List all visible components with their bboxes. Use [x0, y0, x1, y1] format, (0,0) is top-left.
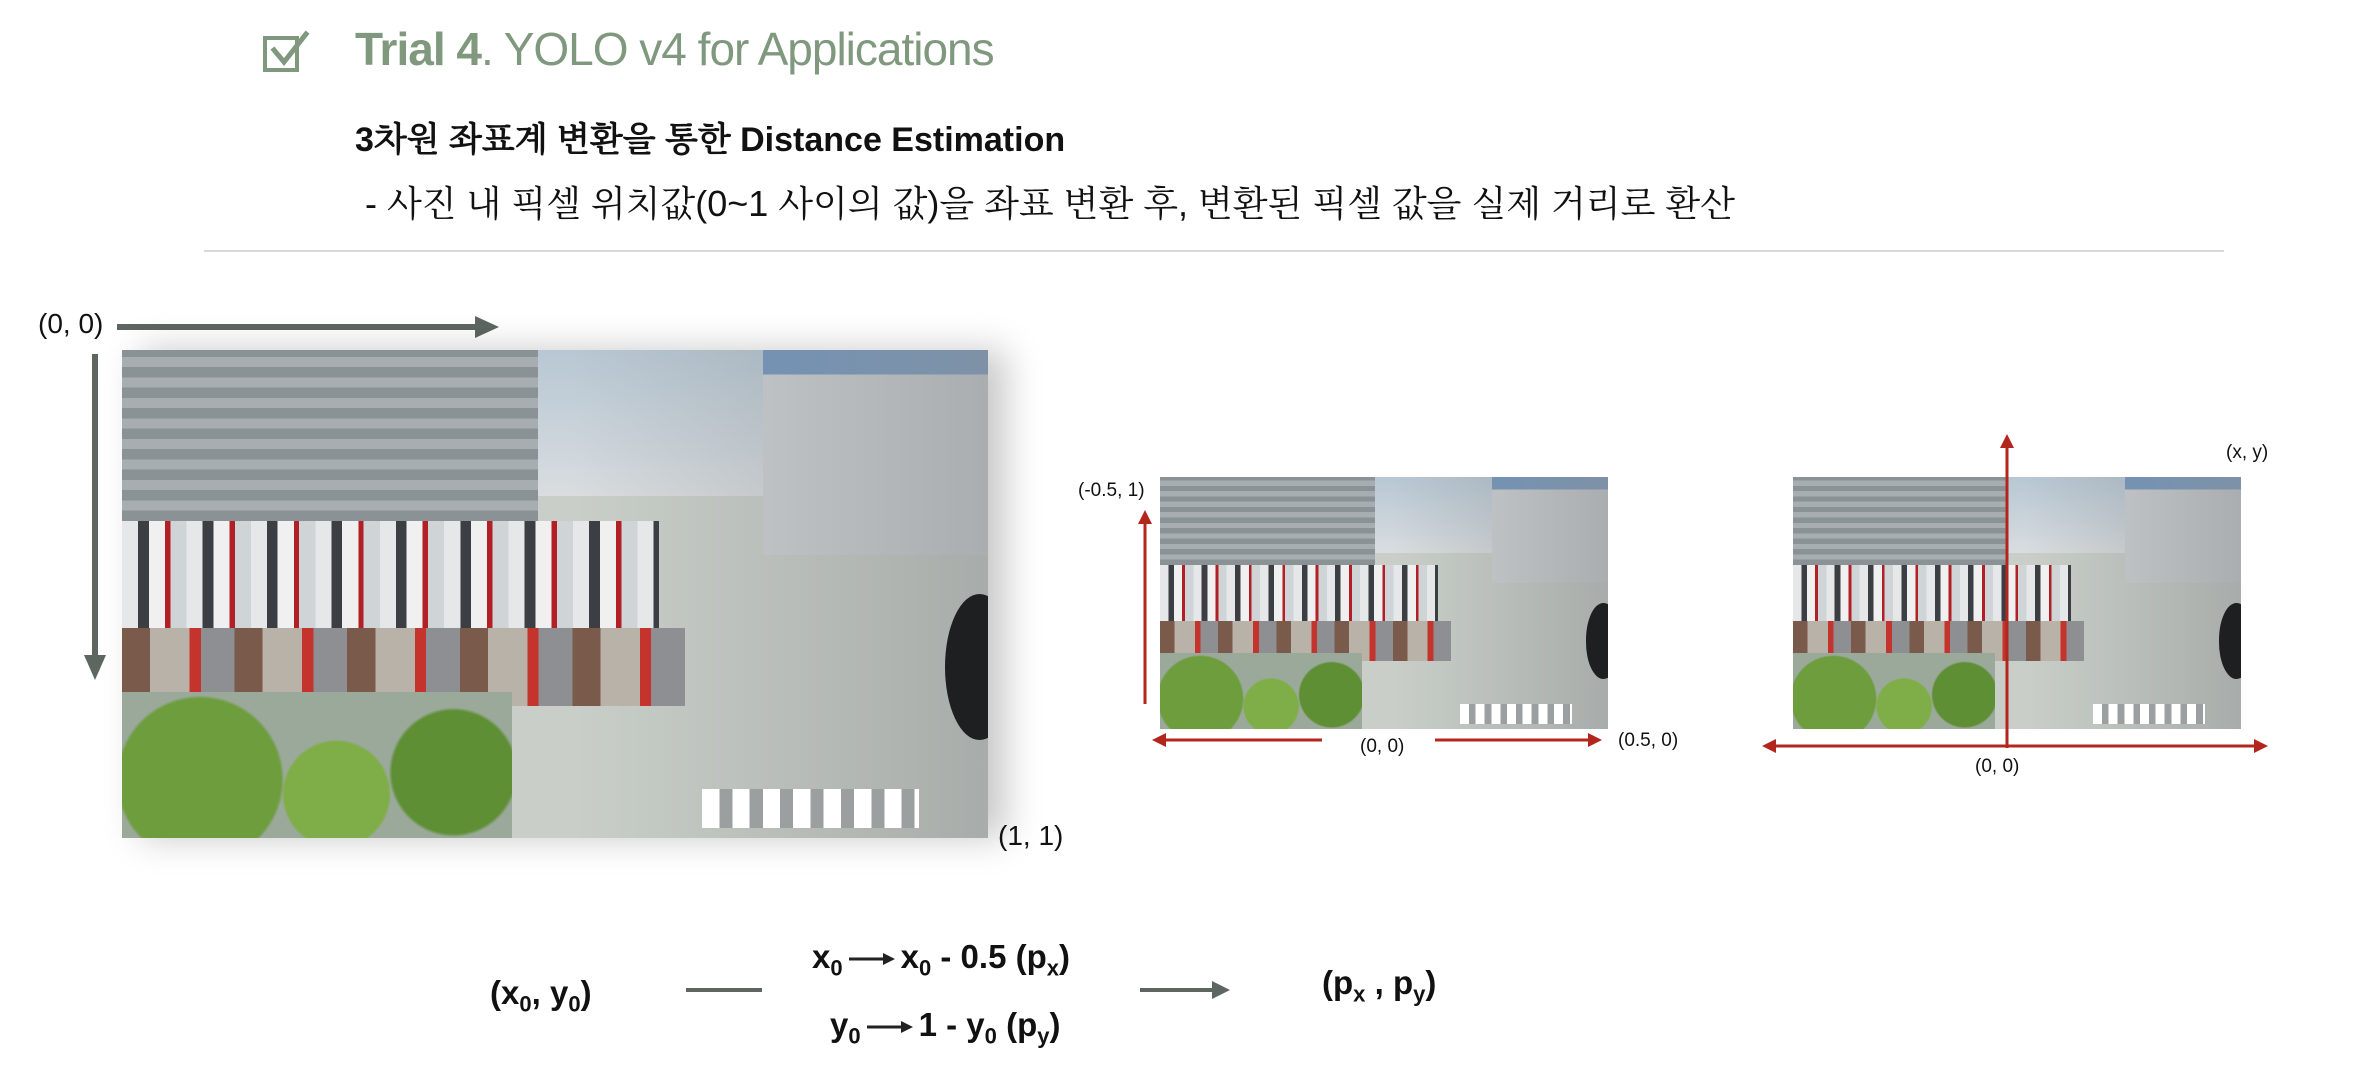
y-axis-arrow-original	[80, 352, 110, 682]
input-y-sub: 0	[568, 991, 581, 1017]
right-label-shifted: (0.5, 0)	[1618, 730, 1679, 751]
x-rule-lhs: x	[812, 938, 831, 975]
y-rule-head: 1 - y	[918, 1006, 985, 1043]
result-arrow	[1140, 978, 1232, 1002]
formula-y-rule	[830, 1006, 1060, 1050]
section-subtitle: 3차원 좌표계 변환을 통한 Distance Estimation	[355, 121, 1066, 159]
origin-label-original: (0, 0)	[38, 308, 104, 339]
formula-input-pair	[490, 974, 592, 1018]
formula-x-rule	[812, 938, 1070, 982]
origin-label-shifted: (0, 0)	[1360, 736, 1405, 757]
input-x-sub: 0	[519, 991, 532, 1017]
y-rule-head-sub: 0	[984, 1023, 997, 1049]
x-axis-arrow-original	[115, 312, 500, 342]
formula-output-pair	[1322, 964, 1436, 1008]
dash-connector	[686, 986, 762, 994]
output-px-sub: x	[1353, 981, 1366, 1007]
input-y: y	[549, 974, 569, 1011]
x-axis-arrow-final	[1760, 734, 2270, 758]
y-axis-arrow-shifted	[1130, 508, 1160, 708]
top-left-label-shifted: (-0.5, 1)	[1078, 480, 1145, 501]
output-px: p	[1333, 964, 1354, 1001]
y-axis-arrow-final	[1992, 432, 2022, 750]
y-rule-close: )	[1049, 1006, 1061, 1043]
input-x: x	[501, 974, 520, 1011]
y-rule-lhs-sub: 0	[848, 1023, 861, 1049]
y-rule-lhs: y	[830, 1006, 849, 1043]
point-label-final: (x, y)	[2226, 442, 2269, 463]
x-rule-close: )	[1059, 938, 1070, 975]
title-trial: Trial 4	[355, 23, 481, 75]
description-text: - 사진 내 픽셀 위치값(0~1 사이의 값)을 좌표 변환 후, 변환된 픽셀 값을 실제 거리로 환산	[365, 183, 1735, 224]
y-rule-tail: (p	[996, 1006, 1038, 1043]
paren-open: (	[490, 974, 501, 1011]
header-divider	[204, 250, 2224, 252]
y-rule-arrow	[865, 1017, 915, 1037]
x-rule-px-sub: x	[1046, 955, 1059, 981]
page-title	[355, 22, 994, 76]
x-rule-arrow	[847, 949, 897, 969]
x-rule-rhs-sub: 0	[918, 955, 932, 981]
output-py-sub: y	[1413, 981, 1426, 1007]
out-paren-open: (	[1322, 964, 1333, 1001]
origin-label-final: (0, 0)	[1975, 756, 2020, 777]
street-photo-shifted	[1160, 477, 1608, 729]
output-py: p	[1392, 964, 1414, 1001]
street-photo-original	[122, 350, 988, 838]
x-rule-rhs: x	[900, 938, 919, 975]
paren-close: )	[580, 974, 592, 1011]
x-rule-lhs-sub: 0	[830, 955, 843, 981]
y-rule-py-sub: y	[1037, 1023, 1050, 1049]
output-sep: ,	[1365, 964, 1393, 1001]
corner-label-original: (1, 1)	[998, 820, 1064, 851]
input-sep: ,	[531, 974, 550, 1011]
x-rule-rhs-tail: - 0.5 (p	[931, 938, 1047, 975]
title-rest: . YOLO v4 for Applications	[480, 23, 994, 75]
checkbox-checked-icon	[262, 28, 310, 76]
out-paren-close: )	[1425, 964, 1437, 1001]
